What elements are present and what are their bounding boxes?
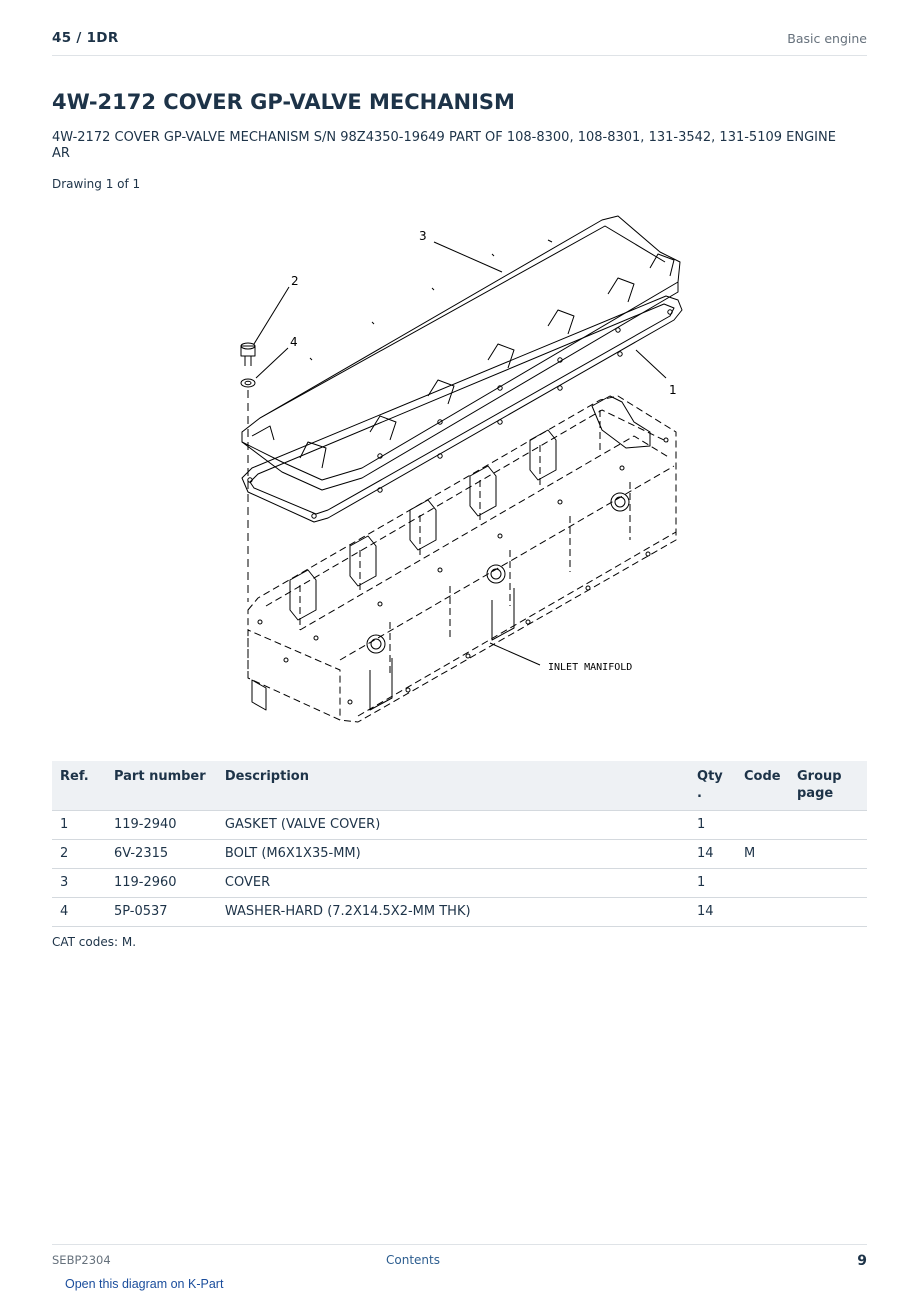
column-header-qty (689, 761, 736, 811)
cell-code (736, 898, 789, 927)
group-header-top: Group (797, 769, 842, 784)
callout-ref-1: 1 (669, 383, 677, 397)
cell-description: WASHER-HARD (7.2X14.5X2-MM THK) (217, 898, 689, 927)
column-header-description: Description (217, 761, 689, 811)
section-name: Basic engine (787, 31, 867, 46)
page-number: 9 (857, 1253, 867, 1269)
breadcrumb: 45 / 1DR (52, 30, 119, 46)
column-header-ref: Ref. (52, 761, 106, 811)
callout-ref-3: 3 (419, 229, 427, 243)
callout-ref-2: 2 (291, 274, 299, 288)
washer-drawing (241, 379, 255, 387)
cell-group-page (789, 869, 867, 898)
cell-group-page (789, 898, 867, 927)
contents-link[interactable]: Contents (386, 1253, 440, 1267)
cell-code (736, 811, 789, 840)
bolt-drawing (241, 343, 255, 366)
qty-header-bottom: . (697, 786, 702, 801)
page-footer (52, 1244, 867, 1275)
cell-qty: 14 (689, 840, 736, 869)
qty-header-top: Qty (697, 769, 723, 784)
cat-codes-note: CAT codes: M. (52, 935, 137, 949)
cell-group-page (789, 840, 867, 869)
callout-ref-4: 4 (290, 335, 298, 349)
parts-diagram (230, 210, 700, 735)
cell-qty: 1 (689, 811, 736, 840)
cell-ref: 3 (52, 869, 106, 898)
column-header-code: Code (736, 761, 789, 811)
cell-ref: 2 (52, 840, 106, 869)
cell-description: BOLT (M6X1X35-MM) (217, 840, 689, 869)
open-kpart-link[interactable]: Open this diagram on K-Part (65, 1277, 224, 1291)
valve-cover-drawing (242, 216, 680, 490)
cell-part-number: 119-2940 (106, 811, 217, 840)
cell-qty: 1 (689, 869, 736, 898)
page-title: 4W-2172 COVER GP-VALVE MECHANISM (52, 90, 515, 114)
cell-description: GASKET (VALVE COVER) (217, 811, 689, 840)
cell-ref: 1 (52, 811, 106, 840)
table-row (52, 840, 867, 869)
group-header-bottom: page (797, 786, 834, 801)
cell-description: COVER (217, 869, 689, 898)
cylinder-head-drawing (248, 396, 676, 722)
cell-code: M (736, 840, 789, 869)
cell-qty: 14 (689, 898, 736, 927)
cell-ref: 4 (52, 898, 106, 927)
table-row (52, 869, 867, 898)
parts-table (52, 761, 867, 927)
column-header-part-number: Part number (106, 761, 217, 811)
exploded-view-drawing (230, 210, 700, 735)
cell-group-page (789, 811, 867, 840)
document-id: SEBP2304 (52, 1253, 111, 1267)
page-subtitle: 4W-2172 COVER GP-VALVE MECHANISM S/N 98Z4350-19649 PART OF 108-8300, 108-8301, 131-3542, 131-5109 ENGINE AR (52, 130, 836, 161)
cell-part-number: 5P-0537 (106, 898, 217, 927)
cell-code (736, 869, 789, 898)
cell-part-number: 6V-2315 (106, 840, 217, 869)
drawing-count: Drawing 1 of 1 (52, 177, 141, 191)
table-header-row (52, 761, 867, 811)
column-header-group-page (789, 761, 867, 811)
callout-inlet-manifold: INLET MANIFOLD (548, 662, 633, 673)
table-row (52, 811, 867, 840)
page-header (52, 28, 867, 56)
cell-part-number: 119-2960 (106, 869, 217, 898)
table-row (52, 898, 867, 927)
